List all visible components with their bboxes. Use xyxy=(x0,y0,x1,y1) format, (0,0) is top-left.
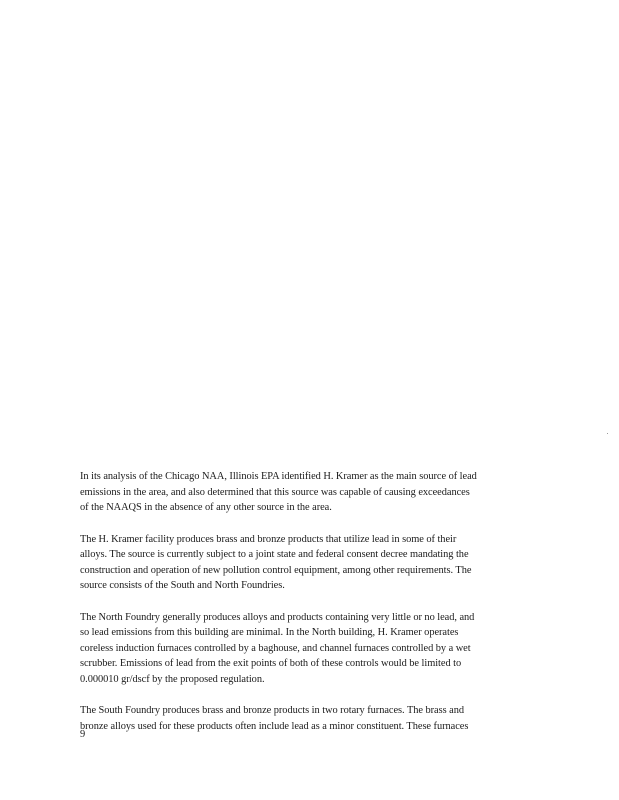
paragraph-south-foundry xyxy=(80,703,550,734)
text-line: so lead emissions from this building are minimal. In the North building, H. Kramer operates xyxy=(80,627,459,638)
text-line: bronze alloys used for these products often include lead as a minor constituent. These furnaces xyxy=(80,720,469,732)
text-line: scrubber. Emissions of lead from the exit points of both of these controls would be limited to xyxy=(80,658,462,669)
page-number: 9 xyxy=(80,729,86,740)
paragraph-north-foundry xyxy=(80,610,550,688)
body-text xyxy=(80,469,550,750)
text-line: source consists of the South and North Foundries. xyxy=(80,580,285,591)
text-line: The H. Kramer facility produces brass and bronze products that utilize lead in some of their xyxy=(80,533,457,545)
text-line: The South Foundry produces brass and bronze products in two rotary furnaces. The brass and xyxy=(80,705,464,716)
text-line: alloys. The source is currently subject to a joint state and federal consent decree mandating the xyxy=(80,549,469,560)
paragraph-kramer-facility xyxy=(80,532,550,594)
text-line: coreless induction furnaces controlled by a baghouse, and channel furnaces controlled by a wet xyxy=(80,642,471,654)
scan-speck xyxy=(607,433,608,434)
text-line: In its analysis of the Chicago NAA, Illinois EPA identified H. Kramer as the main source of lead xyxy=(80,471,477,482)
text-line: 0.000010 gr/dscf by the proposed regulation. xyxy=(80,673,265,685)
paragraph-chicago-naa-analysis xyxy=(80,469,550,516)
text-line: construction and operation of new pollution control equipment, among other requirements. The xyxy=(80,564,472,576)
text-line: of the NAAQS in the absence of any other source in the area. xyxy=(80,502,332,513)
text-line: emissions in the area, and also determined that this source was capable of causing exceedances xyxy=(80,486,470,498)
text-line: The North Foundry generally produces alloys and products containing very little or no lead, and xyxy=(80,611,475,623)
